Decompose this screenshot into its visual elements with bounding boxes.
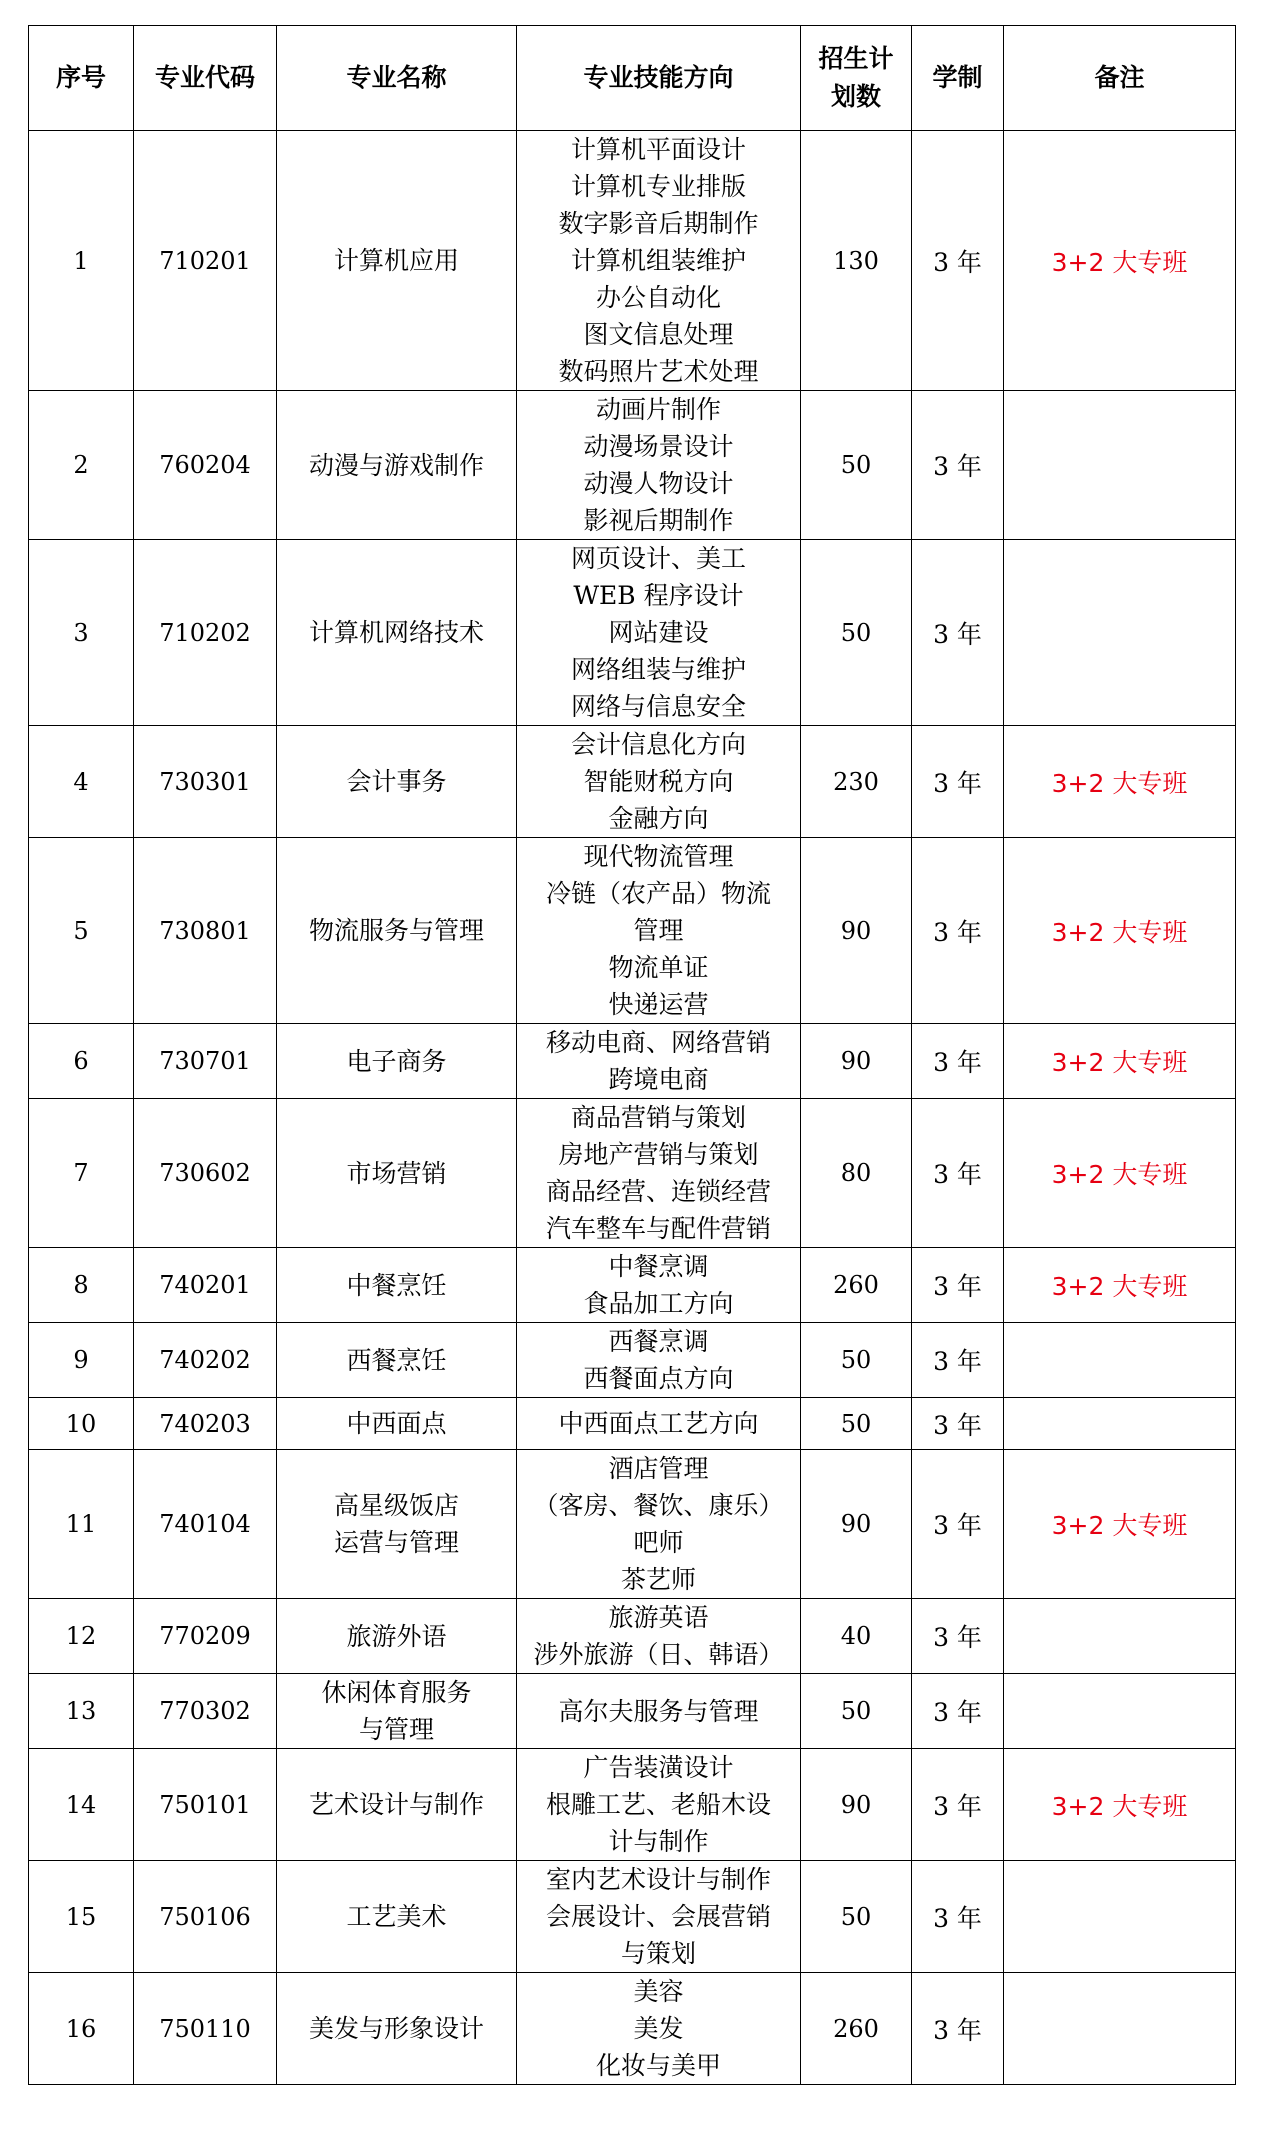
cell-years: 3 年 <box>912 1099 1004 1248</box>
cell-major-name <box>277 1599 517 1674</box>
cell-years: 3 年 <box>912 1024 1004 1099</box>
cell-code: 770302 <box>134 1674 277 1749</box>
cell-code: 740201 <box>134 1248 277 1323</box>
table-row <box>29 726 1236 838</box>
skill-direction-line: 根雕工艺、老船木设 <box>545 1790 771 1819</box>
cell-note <box>1004 391 1236 540</box>
cell-skills <box>517 726 801 838</box>
skill-direction-line: 中餐烹调 <box>608 1252 709 1281</box>
cell-seq: 12 <box>29 1599 134 1674</box>
cell-years: 3 年 <box>912 1398 1004 1450</box>
cell-years: 3 年 <box>912 1599 1004 1674</box>
cell-major-name <box>277 131 517 391</box>
header-quota-line: 划数 <box>830 82 881 111</box>
cell-quota: 90 <box>801 1450 912 1599</box>
cell-seq: 5 <box>29 838 134 1024</box>
skill-direction-line: 网站建设 <box>608 618 709 647</box>
cell-quota: 90 <box>801 1024 912 1099</box>
cell-note: 3+2 大专班 <box>1004 1749 1236 1861</box>
skill-direction-line: 金融方向 <box>608 804 709 833</box>
skill-direction-line: 物流单证 <box>608 953 709 982</box>
cell-major-name <box>277 726 517 838</box>
major-name-line: 物流服务与管理 <box>308 916 484 945</box>
skill-direction-line: 管理 <box>633 916 684 945</box>
skill-direction-line: 旅游英语 <box>608 1603 709 1632</box>
skill-direction-line: 网络与信息安全 <box>570 692 746 721</box>
skill-direction-line: 跨境电商 <box>608 1065 709 1094</box>
cell-quota: 40 <box>801 1599 912 1674</box>
enrollment-plan-table <box>28 25 1236 2085</box>
cell-major-name <box>277 391 517 540</box>
cell-note: 3+2 大专班 <box>1004 1450 1236 1599</box>
cell-code: 730301 <box>134 726 277 838</box>
skill-direction-line: 西餐面点方向 <box>583 1364 734 1393</box>
table-row <box>29 1749 1236 1861</box>
cell-major-name <box>277 540 517 726</box>
cell-seq: 2 <box>29 391 134 540</box>
major-name-line: 市场营销 <box>346 1158 447 1188</box>
major-name-line: 旅游外语 <box>346 1621 447 1651</box>
skill-direction-line: 动画片制作 <box>595 395 721 424</box>
major-name-line: 西餐烹饪 <box>346 1345 447 1375</box>
cell-major-name <box>277 1099 517 1248</box>
skill-direction-line: 计算机组装维护 <box>570 246 746 275</box>
major-name-line: 动漫与游戏制作 <box>308 450 484 480</box>
major-name-line: 与管理 <box>358 1715 434 1744</box>
cell-skills <box>517 1398 801 1450</box>
cell-years: 3 年 <box>912 1749 1004 1861</box>
cell-code: 730701 <box>134 1024 277 1099</box>
cell-years: 3 年 <box>912 838 1004 1024</box>
table-row <box>29 540 1236 726</box>
cell-skills <box>517 1248 801 1323</box>
cell-note <box>1004 540 1236 726</box>
skill-direction-line: 会计信息化方向 <box>570 730 746 759</box>
skill-direction-line: 动漫人物设计 <box>583 469 734 498</box>
skill-direction-line: 快递运营 <box>608 990 709 1019</box>
skill-direction-line: 办公自动化 <box>595 283 721 312</box>
header-skills: 专业技能方向 <box>517 26 801 131</box>
skill-direction-line: 茶艺师 <box>620 1565 696 1594</box>
skill-direction-line: 计算机专业排版 <box>570 172 746 201</box>
cell-years: 3 年 <box>912 726 1004 838</box>
skill-direction-line: 涉外旅游（日、韩语） <box>533 1640 784 1669</box>
cell-quota: 130 <box>801 131 912 391</box>
major-name-line: 运营与管理 <box>333 1528 459 1557</box>
skill-direction-line: 网络组装与维护 <box>570 655 746 684</box>
skill-direction-line: 房地产营销与策划 <box>558 1140 759 1169</box>
cell-major-name <box>277 1450 517 1599</box>
cell-note: 3+2 大专班 <box>1004 131 1236 391</box>
cell-quota: 260 <box>801 1248 912 1323</box>
table-row <box>29 1323 1236 1398</box>
major-name-line: 中餐烹饪 <box>346 1270 447 1300</box>
major-name-line: 休闲体育服务 <box>321 1678 472 1707</box>
skill-direction-line: 广告装潢设计 <box>583 1753 734 1782</box>
table-row <box>29 391 1236 540</box>
cell-quota: 50 <box>801 1323 912 1398</box>
major-name-line: 高星级饭店 <box>333 1491 459 1520</box>
cell-years: 3 年 <box>912 540 1004 726</box>
cell-code: 710201 <box>134 131 277 391</box>
cell-skills <box>517 1024 801 1099</box>
cell-seq: 15 <box>29 1861 134 1973</box>
cell-code: 740202 <box>134 1323 277 1398</box>
cell-skills <box>517 1861 801 1973</box>
cell-note: 3+2 大专班 <box>1004 726 1236 838</box>
cell-years: 3 年 <box>912 391 1004 540</box>
cell-code: 770209 <box>134 1599 277 1674</box>
major-name-line: 电子商务 <box>346 1046 447 1076</box>
major-name-line: 会计事务 <box>346 767 447 796</box>
cell-major-name <box>277 1248 517 1323</box>
cell-years: 3 年 <box>912 1973 1004 2085</box>
cell-quota: 50 <box>801 1674 912 1749</box>
skill-direction-line: WEB 程序设计 <box>573 581 744 610</box>
major-name-line: 计算机应用 <box>333 246 459 275</box>
cell-code: 740104 <box>134 1450 277 1599</box>
major-name-line: 工艺美术 <box>346 1902 447 1931</box>
skill-direction-line: 智能财税方向 <box>583 767 734 796</box>
cell-years: 3 年 <box>912 1861 1004 1973</box>
cell-seq: 1 <box>29 131 134 391</box>
cell-skills <box>517 1450 801 1599</box>
cell-major-name <box>277 1973 517 2085</box>
cell-seq: 7 <box>29 1099 134 1248</box>
cell-skills <box>517 391 801 540</box>
cell-skills <box>517 838 801 1024</box>
cell-seq: 13 <box>29 1674 134 1749</box>
cell-seq: 3 <box>29 540 134 726</box>
skill-direction-line: 酒店管理 <box>608 1454 709 1483</box>
table-row <box>29 838 1236 1024</box>
enrollment-plan-page <box>28 25 1235 2085</box>
table-row <box>29 1861 1236 1973</box>
skill-direction-line: 数码照片艺术处理 <box>558 357 759 386</box>
cell-skills <box>517 1674 801 1749</box>
cell-seq: 4 <box>29 726 134 838</box>
skill-direction-line: 吧师 <box>633 1528 684 1557</box>
table-row <box>29 1674 1236 1749</box>
table-row <box>29 1398 1236 1450</box>
skill-direction-line: 影视后期制作 <box>583 506 734 535</box>
cell-seq: 11 <box>29 1450 134 1599</box>
table-row <box>29 1450 1236 1599</box>
cell-skills <box>517 1099 801 1248</box>
skill-direction-line: 高尔夫服务与管理 <box>558 1696 759 1726</box>
skill-direction-line: 冷链（农产品）物流 <box>545 879 771 908</box>
header-seq: 序号 <box>29 26 134 131</box>
skill-direction-line: 动漫场景设计 <box>583 432 734 461</box>
cell-major-name <box>277 1024 517 1099</box>
cell-code: 730801 <box>134 838 277 1024</box>
cell-seq: 9 <box>29 1323 134 1398</box>
cell-seq: 8 <box>29 1248 134 1323</box>
cell-note <box>1004 1674 1236 1749</box>
cell-years: 3 年 <box>912 1323 1004 1398</box>
cell-quota: 230 <box>801 726 912 838</box>
cell-quota: 260 <box>801 1973 912 2085</box>
cell-seq: 10 <box>29 1398 134 1450</box>
cell-code: 760204 <box>134 391 277 540</box>
major-name-line: 艺术设计与制作 <box>308 1790 484 1819</box>
cell-quota: 50 <box>801 1861 912 1973</box>
table-row <box>29 1973 1236 2085</box>
skill-direction-line: 西餐烹调 <box>608 1327 709 1356</box>
table-row <box>29 1248 1236 1323</box>
cell-code: 740203 <box>134 1398 277 1450</box>
cell-skills <box>517 540 801 726</box>
header-quota-line: 招生计 <box>818 44 894 73</box>
table-row <box>29 1599 1236 1674</box>
skill-direction-line: 美发 <box>633 2014 684 2043</box>
cell-note: 3+2 大专班 <box>1004 1099 1236 1248</box>
skill-direction-line: 会展设计、会展营销 <box>545 1902 771 1931</box>
cell-skills <box>517 131 801 391</box>
cell-skills <box>517 1973 801 2085</box>
skill-direction-line: 移动电商、网络营销 <box>545 1028 771 1057</box>
skill-direction-line: 室内艺术设计与制作 <box>545 1865 771 1894</box>
cell-seq: 14 <box>29 1749 134 1861</box>
skill-direction-line: 美容 <box>633 1977 684 2006</box>
cell-years: 3 年 <box>912 1674 1004 1749</box>
header-code: 专业代码 <box>134 26 277 131</box>
table-header-row <box>29 26 1236 131</box>
cell-code: 750110 <box>134 1973 277 2085</box>
skill-direction-line: 化妆与美甲 <box>595 2051 721 2080</box>
cell-years: 3 年 <box>912 131 1004 391</box>
cell-note <box>1004 1398 1236 1450</box>
skill-direction-line: 计算机平面设计 <box>570 135 746 164</box>
skill-direction-line: （客房、餐饮、康乐） <box>533 1491 784 1520</box>
cell-code: 710202 <box>134 540 277 726</box>
cell-note <box>1004 1323 1236 1398</box>
skill-direction-line: 商品营销与策划 <box>570 1103 746 1132</box>
cell-major-name <box>277 1674 517 1749</box>
header-years: 学制 <box>912 26 1004 131</box>
skill-direction-line: 图文信息处理 <box>583 320 734 349</box>
cell-seq: 16 <box>29 1973 134 2085</box>
cell-years: 3 年 <box>912 1248 1004 1323</box>
cell-note: 3+2 大专班 <box>1004 1024 1236 1099</box>
cell-note: 3+2 大专班 <box>1004 1248 1236 1323</box>
cell-major-name <box>277 1398 517 1450</box>
cell-quota: 50 <box>801 1398 912 1450</box>
major-name-line: 中西面点 <box>346 1409 447 1438</box>
cell-note <box>1004 1599 1236 1674</box>
cell-major-name <box>277 838 517 1024</box>
cell-note <box>1004 1973 1236 2085</box>
cell-code: 750101 <box>134 1749 277 1861</box>
cell-major-name <box>277 1323 517 1398</box>
cell-skills <box>517 1749 801 1861</box>
skill-direction-line: 食品加工方向 <box>583 1289 734 1318</box>
table-body <box>29 131 1236 2085</box>
cell-note: 3+2 大专班 <box>1004 838 1236 1024</box>
table-row <box>29 1024 1236 1099</box>
cell-note <box>1004 1861 1236 1973</box>
cell-quota: 80 <box>801 1099 912 1248</box>
header-quota <box>801 26 912 131</box>
skill-direction-line: 网页设计、美工 <box>570 544 746 573</box>
cell-skills <box>517 1599 801 1674</box>
cell-code: 750106 <box>134 1861 277 1973</box>
skill-direction-line: 中西面点工艺方向 <box>558 1409 759 1438</box>
cell-seq: 6 <box>29 1024 134 1099</box>
major-name-line: 计算机网络技术 <box>308 618 484 647</box>
table-row <box>29 1099 1236 1248</box>
header-note: 备注 <box>1004 26 1236 131</box>
table-row <box>29 131 1236 391</box>
cell-quota: 50 <box>801 540 912 726</box>
cell-major-name <box>277 1749 517 1861</box>
cell-years: 3 年 <box>912 1450 1004 1599</box>
skill-direction-line: 现代物流管理 <box>583 842 734 871</box>
skill-direction-line: 计与制作 <box>608 1827 709 1856</box>
skill-direction-line: 与策划 <box>620 1939 696 1968</box>
skill-direction-line: 汽车整车与配件营销 <box>545 1214 771 1243</box>
cell-major-name <box>277 1861 517 1973</box>
header-name: 专业名称 <box>277 26 517 131</box>
cell-quota: 90 <box>801 838 912 1024</box>
cell-quota: 90 <box>801 1749 912 1861</box>
cell-code: 730602 <box>134 1099 277 1248</box>
skill-direction-line: 商品经营、连锁经营 <box>545 1177 771 1206</box>
major-name-line: 美发与形象设计 <box>308 2014 484 2043</box>
cell-quota: 50 <box>801 391 912 540</box>
cell-skills <box>517 1323 801 1398</box>
skill-direction-line: 数字影音后期制作 <box>558 209 759 238</box>
